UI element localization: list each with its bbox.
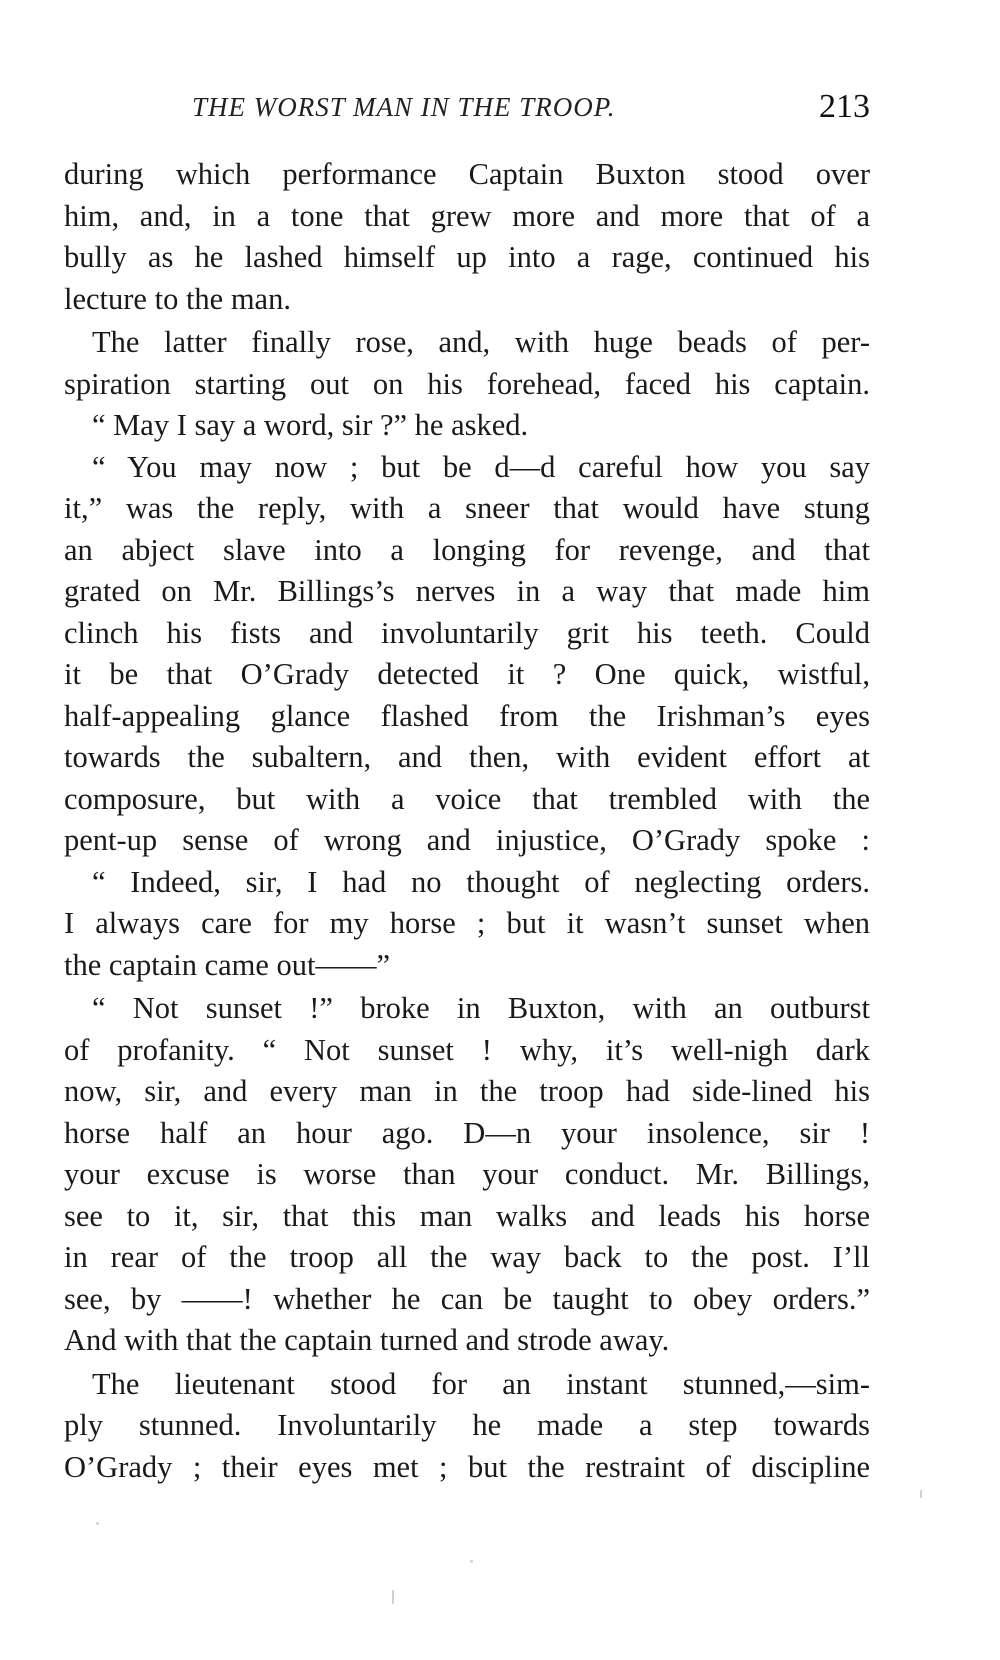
paper-speck [470, 1560, 473, 1563]
paper-speck [920, 1490, 922, 1498]
text-line: I always care for my horse ; but it wasn’t sunset when [64, 906, 870, 940]
paper-speck [392, 1590, 394, 1604]
text-line: in rear of the troop all the way back to the post. I’ll [64, 1240, 870, 1274]
paragraph-start-line: “ Indeed, sir, I had no thought of neglecting orders. [92, 864, 870, 899]
running-head [64, 88, 870, 132]
text-line: see, by ——! whether he can be taught to obey orders.” [64, 1281, 870, 1316]
text-line: the captain came out——” [64, 947, 391, 982]
text-line: O’Grady ; their eyes met ; but the restraint of discipline [64, 1449, 870, 1484]
text-line: grated on Mr. Billings’s nerves in a way that made him [64, 574, 870, 608]
text-line: bully as he lashed himself up into a rage, continued his [64, 240, 870, 274]
text-line: of profanity. “ Not sunset ! why, it’s well-nigh dark [64, 1032, 870, 1067]
text-line: pent-up sense of wrong and injustice, O’Grady spoke : [64, 823, 870, 857]
text-line: your excuse is worse than your conduct. Mr. Billings, [64, 1157, 870, 1191]
running-title: THE WORST MAN IN THE TROOP. [192, 92, 616, 122]
paragraph-start-line: “ Not sunset !” broke in Buxton, with an outburst [92, 991, 870, 1025]
text-line: And with that the captain turned and strode away. [64, 1323, 670, 1357]
text-line: him, and, in a tone that grew more and more that of a [64, 198, 870, 233]
text-line: composure, but with a voice that trembled with the [64, 781, 870, 816]
paragraph-start-line: The lieutenant stood for an instant stunned,—sim- [92, 1366, 870, 1401]
text-line: horse half an hour ago. D—n your insolence, sir ! [64, 1115, 870, 1150]
text-line: ply stunned. Involuntarily he made a step towards [64, 1408, 870, 1442]
text-line: clinch his fists and involuntarily grit his teeth. Could [64, 615, 870, 650]
text-line: towards the subaltern, and then, with evident effort at [64, 740, 870, 774]
text-line: half-appealing glance flashed from the Irishman’s eyes [64, 698, 870, 733]
text-line: now, sir, and every man in the troop had side-lined his [64, 1074, 870, 1108]
text-line: during which performance Captain Buxton stood over [64, 157, 870, 191]
paragraph-start-line: The latter finally rose, and, with huge beads of per- [92, 325, 870, 359]
paragraph-start-line: “ You may now ; but be d—d careful how you say [92, 449, 870, 484]
text-line: it be that O’Grady detected it ? One quick, wistful, [64, 657, 870, 691]
text-line: spiration starting out on his forehead, faced his captain. [64, 366, 870, 401]
text-line: it,” was the reply, with a sneer that would have stung [64, 491, 870, 525]
paragraph-start-line: “ May I say a word, sir ?” he asked. [92, 408, 529, 442]
paper-speck [96, 1522, 99, 1525]
text-line: see to it, sir, that this man walks and leads his horse [64, 1198, 870, 1233]
page-number: 213 [819, 88, 870, 125]
text-line: an abject slave into a longing for revenge, and that [64, 532, 870, 567]
body-text [64, 154, 870, 1488]
text-line: lecture to the man. [64, 281, 291, 316]
